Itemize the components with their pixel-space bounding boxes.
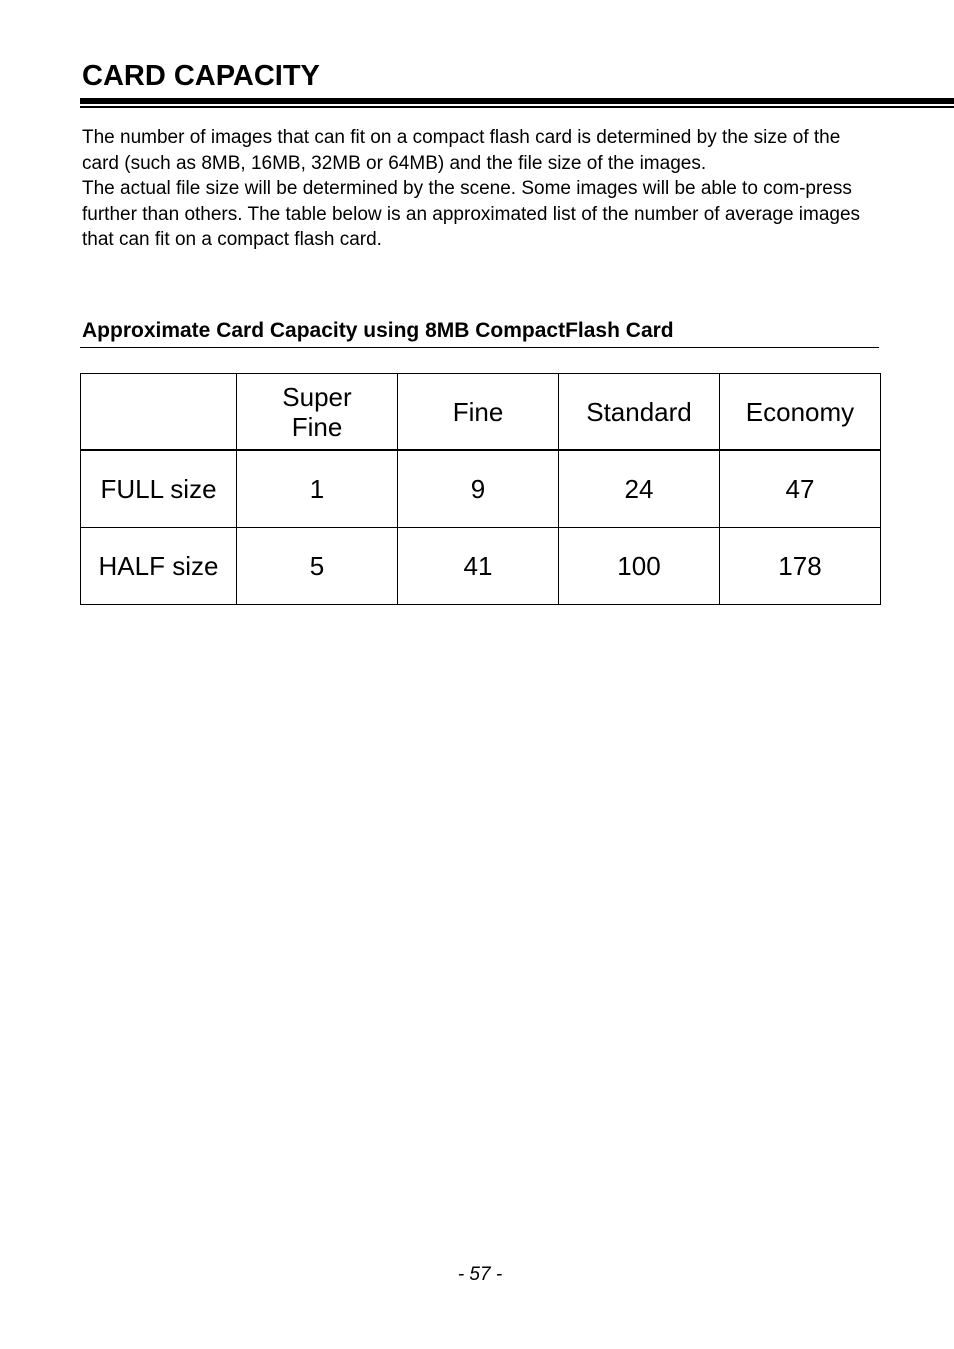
page-number: - 57 - <box>457 1264 503 1285</box>
column-header-super-fine-label: Super Fine <box>282 381 352 442</box>
page-title: CARD CAPACITY <box>82 60 320 92</box>
table-row-full-size <box>81 450 881 528</box>
column-header-economy: Economy <box>720 374 881 451</box>
column-header-super-fine <box>237 374 398 451</box>
row-label-full-size: FULL size <box>81 450 237 528</box>
capacity-table <box>80 373 881 605</box>
section-divider <box>80 347 879 348</box>
column-header-fine: Fine <box>398 374 559 451</box>
table-cell: 47 <box>720 450 881 528</box>
table-corner-cell <box>81 374 237 451</box>
intro-paragraph-2: The actual file size will be determined by the scene. Some images will be able to com-press further than others. The table below is an approximated list of the number of average images that can fit on a compact flash card. <box>82 178 861 250</box>
column-header-standard: Standard <box>559 374 720 451</box>
table-header-row <box>81 374 881 451</box>
section-heading: Approximate Card Capacity using 8MB CompactFlash Card <box>82 319 674 342</box>
table-cell: 41 <box>398 528 559 605</box>
table-cell: 24 <box>559 450 720 528</box>
table-cell: 100 <box>559 528 720 605</box>
intro-paragraph-1: The number of images that can fit on a compact flash card is determined by the size of the card (such as 8MB, 16MB, 32MB or 64MB) and the file size of the images. <box>82 127 841 174</box>
intro-text <box>82 125 882 253</box>
table-cell: 1 <box>237 450 398 528</box>
title-divider-thick <box>80 98 954 104</box>
title-divider-thin <box>80 106 954 108</box>
table-row-half-size <box>81 528 881 605</box>
table-cell: 178 <box>720 528 881 605</box>
row-label-half-size: HALF size <box>81 528 237 605</box>
table-cell: 5 <box>237 528 398 605</box>
table-cell: 9 <box>398 450 559 528</box>
